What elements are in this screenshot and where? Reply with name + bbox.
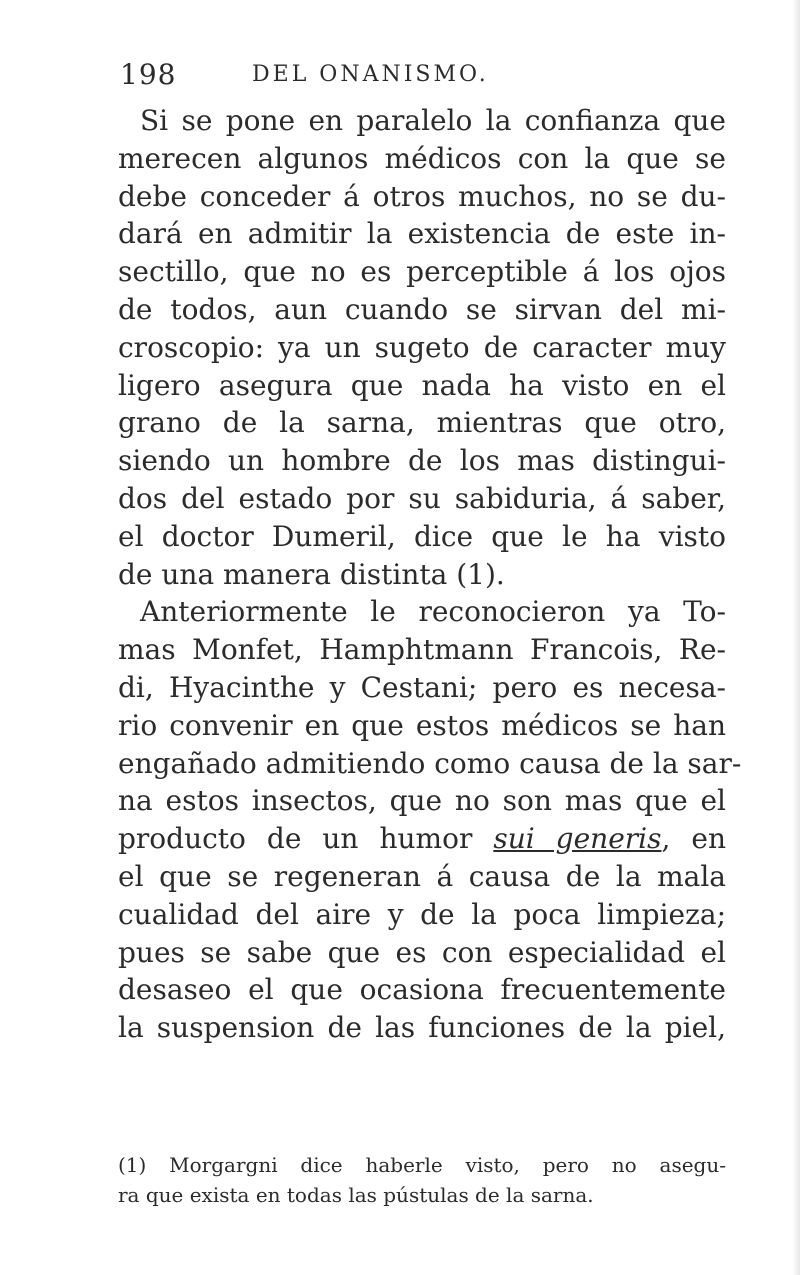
- text-line: rio convenir en que estos médicos se han: [118, 708, 726, 742]
- body-text: [118, 102, 742, 1047]
- text-line: el que se regeneran á causa de la mala: [118, 859, 726, 893]
- page-edge-shadow: [792, 0, 800, 1275]
- text-fragment: , en: [661, 822, 727, 856]
- text-line: el doctor Dumeril, dice que le ha visto: [118, 519, 726, 553]
- italic-phrase: sui generis: [493, 822, 662, 856]
- text-fragment: producto de un humor: [118, 822, 494, 856]
- footnote-line: ra que exista en todas las pústulas de la sarna.: [118, 1183, 594, 1207]
- text-line: dos del estado por su sabiduria, á saber,: [118, 481, 726, 515]
- text-line: croscopio: ya un sugeto de caracter muy: [118, 330, 726, 364]
- text-line: la suspension de las funciones de la piel,: [118, 1011, 726, 1045]
- page-header: [120, 58, 720, 98]
- text-line: merecen algunos médicos con la que se: [118, 141, 726, 175]
- text-line: grano de la sarna, mientras que otro,: [118, 406, 726, 440]
- footnote: [118, 1150, 726, 1210]
- text-line: cualidad del aire y de la poca limpieza;: [118, 897, 726, 931]
- text-line: debe conceder á otros muchos, no se du-: [118, 179, 726, 213]
- running-head: DEL ONANISMO.: [252, 62, 489, 87]
- text-line: de una manera distinta (1).: [118, 557, 505, 591]
- text-line: di, Hyacinthe y Cestani; pero es necesa-: [118, 670, 726, 704]
- text-line: sectillo, que no es perceptible á los ojos: [118, 255, 726, 289]
- page-number: 198: [120, 58, 177, 91]
- text-line: engañado admitiendo como causa de la sar-: [118, 746, 742, 780]
- text-line: dará en admitir la existencia de este in-: [118, 217, 726, 251]
- text-line: siendo un hombre de los mas distingui-: [118, 444, 726, 478]
- footnote-line: (1) Morgargni dice haberle visto, pero no asegu-: [118, 1153, 726, 1177]
- text-line-with-italic: [118, 820, 726, 858]
- text-line: Si se pone en paralelo la confianza que: [140, 104, 726, 137]
- text-line: mas Monfet, Hamphtmann Francois, Re-: [118, 633, 726, 667]
- text-line: Anteriormente le reconocieron ya To-: [140, 595, 726, 629]
- text-line: pues se sabe que es con especialidad el: [118, 935, 726, 969]
- text-line: desaseo el que ocasiona frecuentemente: [118, 973, 726, 1007]
- text-line: na estos insectos, que no son mas que el: [118, 784, 726, 818]
- text-line: ligero asegura que nada ha visto en el: [118, 368, 726, 402]
- text-line: de todos, aun cuando se sirvan del mi-: [118, 292, 726, 326]
